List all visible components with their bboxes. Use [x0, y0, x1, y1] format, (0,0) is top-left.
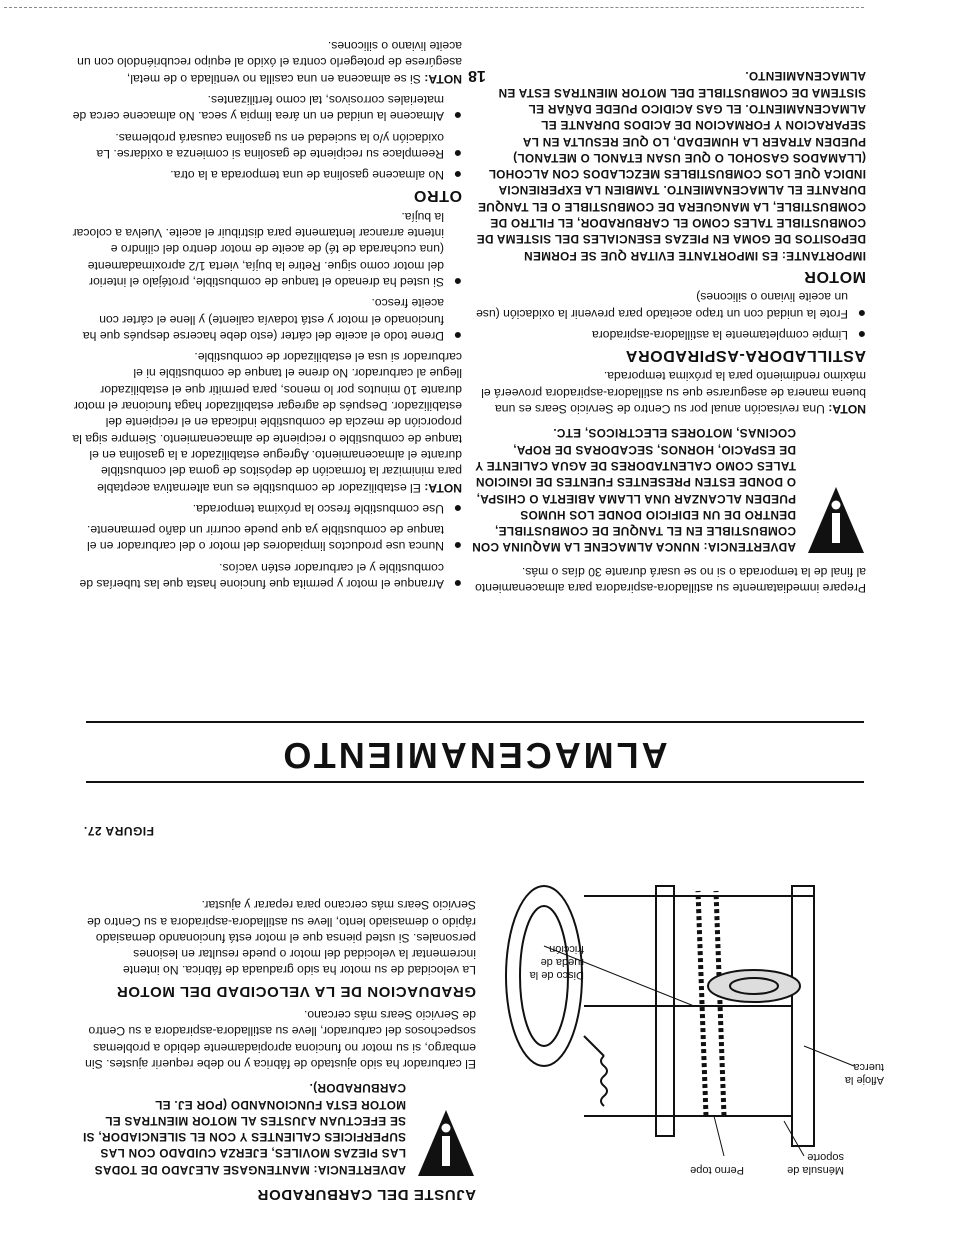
- motor-important-text: IMPORTANTE: ES IMPORTANTE EVITAR QUE SE FORMEN DEPOSITOS DE GOMA EN PIEZAS ESENCIALES DEL SISTEMA DE COMBUSTIBLE TALES COMO EL CARBURADOR, EL FILTRO DE COMBUSTIBLE, LA MANGUERA DE COMBUSTIBLE O EL TANQUE DURANTE EL ALMACENAMIENTO. TAMBIEN LA EXPERIENCIA INDICA QUE LOS COMBUSTIBLES MEZCLADOS CON ALCOHOL (LLAMADOS GASOHOL O QUE USAN ETANOL O METANOL) PUEDEN ATRAER LA HUMEDAD, LO QUE RESULTA EN LA SEPARACION Y FORMACION DE ACIDOS DURANTE EL ALMACENAMIENTO. EL GAS ACIDICO PUEDE DAÑAR EL SISTEMA DE COMBUSTIBLE DEL MOTOR MIENTRAS ESTA EN ALMACENAMIENTO.: [476, 69, 866, 263]
- bullet-icon: ●: [453, 500, 462, 517]
- carburetor-warning-text: ADVERTENCIA: MANTENGASE ALEJADO DE TODAS LAS PIEZAS MOVILES, EJERZA CUIDADO CON LAS SUPERFICIES CALIENTES Y CON EL SILENCIADOR, SI SE EFECTUAN AJUSTES AL MOTOR MIENTRAS EL MOTOR ESTA FUNCIONANDO (POR EJ. EL CARBURADOR).: [82, 1081, 406, 1177]
- list-item: [72, 295, 462, 344]
- list-item: [72, 92, 462, 125]
- list-item-text: Si usted ha drenado el tanque de combustible, protéjalo el interior del motor como sigue. Retire la bujía, vierta 1/2 aproximadamente (una cucharada de té) de aceite de motor dentro del cilindro e intente arrancar lentamente para distribuir el aceite. Vuelva a colocar la bujía.: [72, 209, 444, 289]
- label-afloje: Afloje la tuerca: [844, 1061, 884, 1086]
- rule-top: [86, 781, 864, 783]
- list-item-text: Use combustible fresco la próxima temporada.: [192, 501, 444, 516]
- storage-warning-text: ADVERTENCIA: NUNCA ALMACENE LA MAQUINA CON COMBUSTIBLE EN EL TANQUE DE COMBUSTIBLE, DENTRO DE UN EDIFICIO DONDE LOS HUMOS PUEDEN ALCANZAR UNA LLAMA ABIERTA O CHISPA, O DONDE ESTEN PRESENTES FUENTES DE IGNICION TALES COMO CALENTADORES DE AGUA CALIENTE Y DE ESPACIO, HORNOS, SECADORAS DE ROPA, COCINAS, MOTORES ELECTRICOS, ETC.: [471, 426, 796, 555]
- label-disco: Disco de la rueda de fricción: [529, 943, 584, 981]
- bullet-icon: ●: [453, 538, 462, 555]
- bullet-icon: ●: [857, 326, 866, 343]
- warning-icon: [806, 485, 866, 555]
- stabilizer-note: [72, 349, 462, 496]
- list-item: [471, 327, 866, 343]
- list-item-text: Reemplace su recipiente de gasolina si comienza a oxidarse. La oxidación y/o la suciedad en su gasolina causará problemas.: [96, 130, 444, 161]
- rule-bottom: [86, 721, 864, 723]
- storage-warning: [471, 425, 866, 555]
- list-item: [72, 208, 462, 289]
- list-item: [72, 522, 462, 555]
- carburetor-column: [76, 892, 476, 1206]
- note-label: NOTA:: [828, 402, 866, 417]
- label-mensula: Ménsula de soporte: [787, 1151, 844, 1176]
- list-item-text: Frote la unidad con un trapo aceitado para prevenir la oxidación (use un aceite liviano o silicones): [476, 290, 848, 321]
- note-text: Una revisación anual por su Centro de Servicio Sears es una buena manera de asegurarse que su astilladora-aspiradora proveerá el máximo rendimiento para la próxima temporada.: [481, 369, 866, 417]
- bullet-icon: ●: [453, 145, 462, 162]
- bullet-icon: ●: [857, 305, 866, 322]
- list-item-text: Limpie completamente la astilladora-aspiradora: [591, 327, 848, 342]
- speed-text: La velocidad de su motor ha sido graduada de fábrica. No intente incrementar la velocidad del motor o puede resultar en lesiones personales. Si usted piensa que el motor está funcionando demasiado rápido o demasiado lento, lleve su astilladora-aspiradora a su Centro de Servicio Sears más cercano para reparar y ajustar.: [87, 898, 476, 978]
- section-heading-graduacion: GRADUACION DE LA VELOCIDAD DEL MOTOR: [116, 982, 476, 1000]
- figure-27: [494, 856, 884, 1176]
- list-item: [72, 501, 462, 517]
- carburetor-warning: [76, 1080, 476, 1178]
- right-column: [72, 33, 462, 592]
- bullet-icon: ●: [453, 327, 462, 344]
- bullet-icon: ●: [453, 108, 462, 125]
- list-item: [72, 167, 462, 183]
- list-item-text: No almacene gasolina de una temporada a la otra.: [170, 168, 444, 183]
- service-note: [471, 368, 866, 417]
- section-heading-otro: OTRO: [413, 187, 462, 205]
- note-text: Si se almacena en una casilla no ventilada o de metal, asegúrese de protegerlo contra el óxido al equipo recubriéndolo con un aceite liviano o silicones.: [77, 39, 462, 86]
- section-heading-astilladora: ASTILLADORA-ASPIRADORA: [625, 347, 866, 365]
- section-heading-motor: MOTOR: [803, 267, 866, 285]
- bullet-icon: ●: [453, 167, 462, 184]
- list-item-text: Nunca use productos limpiadores del motor o del carburador en el tanque de combustible ya que puede ocurrir un daño permanente.: [86, 523, 444, 554]
- otro-note: [72, 38, 462, 87]
- left-column: [471, 68, 866, 596]
- bottom-dashed-rule: [4, 7, 864, 8]
- page-title: ALMACENAMIENTO: [280, 735, 668, 776]
- note-label: NOTA:: [424, 480, 462, 495]
- label-perno: Perno tope: [690, 1164, 744, 1176]
- note-label: NOTA:: [424, 71, 462, 86]
- bullet-icon: ●: [453, 273, 462, 290]
- note-text: El estabilizador de combustible es una alternativa aceptable para minimizar la formación de depósitos de goma del combustible durante el almacenamiento. Agregue estabilizador a la gasolina en el tanque de combustible o recipiente de almacenamiento. Siempre siga la proporción de mezcla de combustible indicada en el recipiente del estabilizador. Después de agregar estabilizador haga funcionar el motor durante 10 minutos por lo menos, para permitir que el estabilizador llegue al carburador. No drene el tanque de combustible ni el carburador si usa el estabilizador de combustible.: [72, 350, 462, 495]
- machine-diagram: [494, 856, 874, 1176]
- figure-caption: FIGURA 27.: [83, 824, 154, 838]
- intro-text: Prepare inmediatamente su astilladora-aspiradora para almacenamiento al final de la temporada o si no se usará durante 30 días o más.: [475, 564, 866, 595]
- list-item: [72, 559, 462, 592]
- bullet-icon: ●: [453, 576, 462, 592]
- page-number: 18: [468, 67, 486, 84]
- list-item: [471, 289, 866, 322]
- section-heading-ajuste: AJUSTE DEL CARBURADOR: [256, 1186, 476, 1203]
- list-item-text: Almacene la unidad en un área limpia y seca. No almacene cerca de materiales corrosivos, tal como fertilizantes.: [72, 92, 444, 124]
- warning-icon: [416, 1108, 476, 1178]
- list-item-text: Drene todo el aceite del cárter (esto debe hacerse después que ha funcionado el motor y está todavía caliente) y llene el cárter con aceite fresco.: [82, 296, 444, 343]
- list-item-text: Arranque el motor y permita que funcione hasta que las tuberías de combustible y el carburador estén vacíos.: [79, 560, 444, 591]
- list-item: [72, 129, 462, 162]
- carburetor-text: El carburador ha sido ajustado de fábrica y no debe requerir ajustes. Sin embargo, si su motor no funciona apropiadamente debido a problemas sospechosos del carburador, lleve su astilladora-aspiradora a su Centro de Servicio Sears más cercano.: [85, 1008, 476, 1071]
